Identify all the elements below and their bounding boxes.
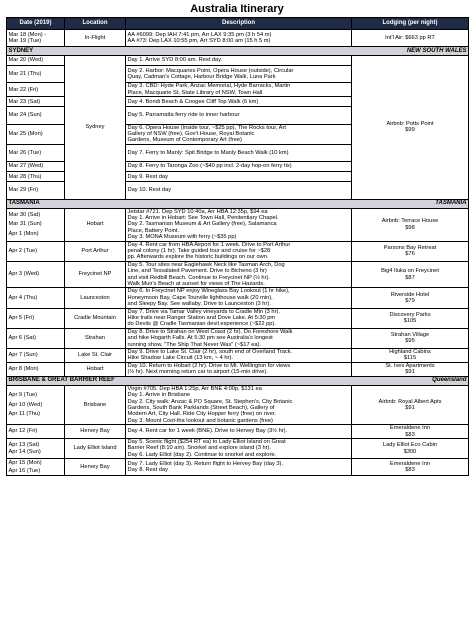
text-line: $105 [403,318,417,325]
text-line: Day 4. Bondi Beach & Coogee Cliff Top Walk (6 km) [127,98,259,105]
location-cell: Lady Elliot Island [65,438,126,458]
description-cell [126,56,352,66]
section-row [7,376,469,385]
day-row [7,438,469,458]
description-cell [126,172,352,182]
text-line: $83 [405,431,415,438]
header-description: Description [126,18,352,30]
text-line: Discovery Parks [389,311,431,318]
date-cell [7,459,65,476]
date-cell [7,438,65,458]
text-line: Day 5. Parramatta ferry ride to inner harbour [127,112,240,119]
description-cell [126,30,352,47]
lodging-cell [352,349,469,363]
description-cell [126,425,352,439]
lodging-cell [352,438,469,458]
text-line: Gallery of NSW (free), Gov't House, Royal Botanic [127,130,255,137]
text-line: Honeymoon Bay, Cape Tourville lighthouse walk (20 min), [127,294,273,301]
lodging-cell [352,385,469,424]
text-line: Day 5. Scenic flight ($254 RT ea) to Lady Elliot Island on Great [127,438,286,445]
text-line: Day 7. Ferry to Manly: Spit Bridge to Manly Beach Walk (10 km) [127,149,289,156]
text-line: Apr 10 (Wed) [8,401,43,408]
description-cell [126,161,352,171]
text-line: pp. Afterwards explore the historic buildings on our own. [127,254,269,261]
text-line: Hike Shadow Lake Circuit (13 km, ~ 4 hr). [127,355,233,362]
date-cell: Mar 29 (Fri) [7,182,65,199]
text-line: Emeraldene Inn [389,425,431,432]
itinerary-table [6,17,469,476]
text-line: Apr 16 (Tue) [8,467,41,474]
text-line: Apr 3 (Wed) [8,271,40,278]
text-line: Day 8. Drive to Strahan on West Coast (2 hr). Do Foreshore Walk [127,328,293,335]
text-line: Big4 Iluka on Freycinet [381,268,439,275]
date-cell [7,349,65,363]
text-line: and Sleepy Bay. See wallaby. Drive to Launceston (3 hr). [127,301,271,308]
header-row [7,18,469,30]
text-line: $87 [405,274,415,281]
text-line: Virgin #705. Dep HBA 1:25p, Arr BNE 4:00p, $131 ea [127,385,262,392]
text-line: Day 8. Rest day [127,467,168,474]
day-row [7,241,469,261]
text-line: $98 [405,224,415,231]
text-line: Apr 4 (Thu) [8,294,38,301]
text-line: $91 [405,404,415,411]
description-cell [126,261,352,288]
text-line: Day 6. In Freycinet NP enjoy Wineglass Bay Lookout (1 hr hike), [127,288,290,295]
text-line: Day 2. City walk: Anzac & PO Square, St. Stephen's, City Botanic [127,398,293,405]
date-cell [7,288,65,308]
description-cell [126,308,352,328]
date-cell: Mar 23 (Sat) [7,97,65,107]
lodging-cell [352,261,469,288]
text-line: AA #73: Dep LAX 10:55 pm, Arr SYD 8:00 am (15 h 5 m) [127,38,271,44]
text-line: Day 1. Arrive in Brisbane [127,392,191,399]
description-cell [126,144,352,161]
section-name: SYDNEY [8,47,34,54]
date-cell [7,362,65,376]
text-line: Day 3. MONA Museum with ferry (~$35 pp) [127,234,237,241]
lodging-cell [352,208,469,241]
text-line: Parsons Bay Retreat [383,244,437,251]
section-region: NEW SOUTH WALES [406,47,467,54]
lodging-cell [352,308,469,328]
description-cell [126,349,352,363]
text-line: Mar 18 (Mon) - [8,31,47,38]
location-cell: Brisbane [65,385,126,424]
date-cell: Mar 22 (Fri) [7,83,65,97]
text-line: Mar 31 (Sun) [8,221,42,228]
section-name: TASMANIA [8,200,40,207]
text-line: Apr 1 (Mon) [8,230,39,237]
text-line: Day 1. Arrive SYD 8:00 am. Rest day. [127,57,223,64]
text-line: Apr 12 (Fri) [8,428,38,435]
text-line: AA #6099: Dep IAH 7:41 pm, Arr LAX 9:35 pm (3 h 54 m) [127,31,272,38]
date-cell [7,425,65,439]
text-line: Airbnb: Potts Point [386,120,434,127]
section-region: TASMANIA [435,200,467,207]
text-line: Day 7. Lady Elliot (day 3). Return flight to Hervey Bay (day 3). [127,460,284,467]
lodging-cell [352,459,469,476]
section-row [7,199,469,208]
description-cell [126,385,352,424]
text-line: Line, and Tessalated Pavement. Drive to Bicheno (3 hr) [127,268,267,275]
text-line: penal colony (1 hr). Take guided tour and cruise for ~$28 [127,247,271,254]
text-line: Place, Battery Point. [127,227,180,234]
date-cell: Mar 21 (Thu) [7,66,65,83]
text-line: St. Ives Apartments [385,362,435,369]
location-cell: Hobart [65,362,126,376]
day-row [7,459,469,476]
date-cell [7,308,65,328]
location-cell: Port Arthur [65,241,126,261]
day-row [7,56,469,66]
date-cell: Mar 26 (Tue) [7,144,65,161]
location-cell: Cradle Mountain [65,308,126,328]
text-line: and hike Hogarth Falls. At 5:30 pm see Australia's longest [127,335,273,342]
text-line: $91 [405,369,415,376]
location-cell: Strahan [65,328,126,348]
text-line: Lady Elliot Eco Cabin [382,442,438,449]
lodging-cell: Int'l Air: $663 pp RT [352,30,469,47]
location-cell: Hervey Bay [65,459,126,476]
text-line: Day 6. Lady Elliot (day 2). Continue to snorkel and explore. [127,451,277,458]
text-line: $95 [405,338,415,345]
itinerary-body [7,30,469,476]
text-line: running show, "The Ship That Never Was" (~$17 ea). [127,341,261,348]
section-header [7,47,469,56]
text-line: Gardens, Museum of Contemporary Art (free) [127,137,242,144]
text-line: Day 4. Rent car from HBA Airport for 1 week. Drive to Port Arthur [127,241,291,248]
location-cell: In-Flight [65,30,126,47]
description-cell [126,83,352,97]
text-line: Day 10. Rest day [127,187,172,194]
lodging-cell [352,241,469,261]
text-line: $83 [405,467,415,474]
text-line: Day 8. Ferry to Taronga Zoo (~$40 pp incl. 2-day hop-on ferry tix) [127,163,292,170]
day-row [7,288,469,308]
section-name: BRISBANE & GREAT BARRIER REEF [8,377,115,384]
text-line: Day 9. Rest day [127,173,168,180]
lodging-cell [352,362,469,376]
date-cell: Mar 20 (Wed) [7,56,65,66]
day-row [7,425,469,439]
location-cell: Hobart [65,208,126,241]
description-cell [126,241,352,261]
text-line: Walk Muir's Beach at sunset for views of The Hazards. [127,281,265,287]
lodging-cell [352,425,469,439]
header-location: Location [65,18,126,30]
text-line: Emeraldene Inn [389,460,431,467]
text-line: Apr 5 (Fri) [8,315,35,322]
text-line: Riverside Hotel [390,291,430,298]
location-cell: Sydney [65,56,126,200]
section-header [7,199,469,208]
text-line: Apr 15 (Mon) [8,460,42,467]
lodging-cell [352,328,469,348]
text-line: Apr 7 (Sun) [8,352,38,359]
day-row [7,208,469,241]
text-line: Day 6. Opera House (inside tour, ~$25 pp), The Rocks tour, Art [127,124,286,131]
description-cell [126,459,352,476]
text-line: Day 5. Tour sites near Eaglehawk Neck like Tasman Arch, Dog [127,261,285,268]
description-cell [126,97,352,107]
date-cell: Mar 25 (Mon) [7,124,65,144]
text-line: Apr 8 (Mon) [8,366,39,373]
lodging-cell [352,56,469,200]
text-line: Day 3. CBD: Hyde Park, Anzac Memorial, Hyde Barracks, Martin [127,83,291,90]
text-line: Hike trails near Ranger Station and Dove Lake. At 5:30 pm [127,315,276,322]
date-cell [7,385,65,424]
text-line: Jetstar #721. Dep SYD 10:40a, Arr HBA 12:35p, $94 ea [127,208,268,215]
description-cell [126,107,352,124]
location-cell: Freycinet NP [65,261,126,288]
date-cell: Mar 28 (Thu) [7,172,65,182]
date-cell [7,208,65,241]
text-line: Day 7. Drive via Tamar Valley vineyards to Cradle Mtn (3 hr). [127,308,280,315]
text-line: Day 4. Rent car for 1 week (BNE). Drive to Hervey Bay (3½ hr). [127,428,288,435]
text-line: Place, Macquarie St, State Library of NSW, Town Hall [127,89,263,96]
text-line: $79 [405,298,415,305]
text-line: Apr 13 (Sat) [8,441,40,448]
section-region: Queensland [432,377,467,384]
section-header [7,376,469,385]
day-row [7,385,469,424]
text-line: Apr 2 (Tue) [8,247,38,254]
date-cell: Mar 24 (Sun) [7,107,65,124]
date-cell [7,328,65,348]
text-line: Day 1. Arrive in Hobart: See Town Hall, Penitentiary Chapel. [127,214,279,221]
description-cell [126,438,352,458]
page-title: Australia Itinerary [190,3,284,15]
text-line: Mar 30 (Sat) [8,211,41,218]
description-cell [126,208,352,241]
text-line: (½ hr). Next morning return car to airport (15-min drive). [127,369,268,376]
description-cell [126,124,352,144]
text-line: Day 2. Harbor: Macquaries Point, Opera House (outside), Circular [127,67,294,74]
text-line: and visit Redbill Beach. Continue to Freycinet NP (½ hr). [127,274,270,281]
date-cell [7,30,65,47]
text-line: Barrier Reef (8:10 am). Snorkel and explore island (3 hr). [127,445,272,452]
section-row [7,47,469,56]
text-line: Day 3. Mount Coot-tha lookout and botanic gardens (free) [127,417,273,424]
text-line: Apr 11 (Thu) [8,411,41,418]
text-line: Gardens, South Bank Parklands (Street Beach), Gallery of [127,404,275,411]
text-line: Quay, Cadman's Cottage, Harbour Bridge Walk, Luna Park [127,74,276,81]
text-line: $115 [403,355,417,362]
text-line: Day 2. Tasmanian Museum & Art Gallery (free), Salamanca [127,221,277,228]
text-line: Apr 14 (Sun) [8,449,41,456]
text-line: $300 [403,448,417,455]
text-line: Apr 6 (Sat) [8,335,36,342]
header-lodging: Lodging (per night) [352,18,469,30]
text-line: do Devils @ Cradle Tasmanian devil experience (~$22 pp). [127,321,276,328]
day-row [7,261,469,288]
header-date: Date (2019) [7,18,65,30]
text-line: Modern Art, City Hall. Ride City Hopper ferry (free) on river. [127,411,277,418]
lodging-cell [352,288,469,308]
date-cell [7,261,65,288]
description-cell [126,288,352,308]
date-cell: Mar 27 (Wed) [7,161,65,171]
location-cell: Lake St. Clair [65,349,126,363]
date-cell [7,241,65,261]
text-line: Apr 9 (Tue) [8,392,38,399]
description-cell [126,66,352,83]
description-cell [126,328,352,348]
text-line: $76 [405,251,415,258]
description-cell [126,362,352,376]
day-row [7,362,469,376]
text-line: Airbnb: Terrace House [381,218,439,225]
text-line: Strahan Village [390,332,430,339]
description-cell [126,182,352,199]
text-line: Mar 19 (Tue) [8,38,42,44]
location-cell: Hervey Bay [65,425,126,439]
text-line: Highland Cabins [389,349,431,356]
text-line: Day 9. Drive to Lake St. Clair (2 hr), south end of Overland Track. [127,349,293,356]
day-row [7,308,469,328]
text-line: $99 [405,127,415,134]
day-row [7,328,469,348]
text-line: Airbnb: Royal Albert Apts [378,398,442,405]
text-line: Day 10. Return to Hobart (2 hr). Drive to Mt. Wellington for views [127,362,291,369]
location-cell: Launceston [65,288,126,308]
intro-row [7,30,469,47]
day-row [7,349,469,363]
